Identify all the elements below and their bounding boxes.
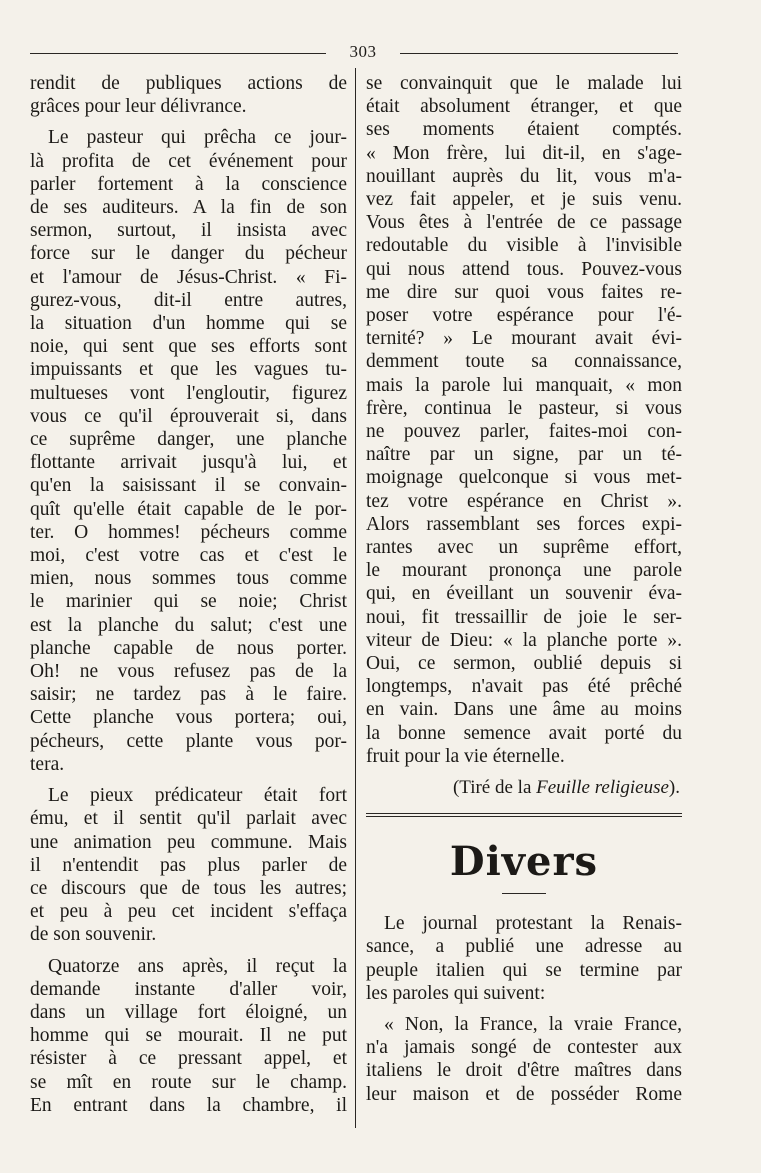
attribution <box>366 776 682 799</box>
text-line: italiens le droit d'être maîtres dans <box>366 1060 682 1082</box>
section-separator <box>366 813 682 817</box>
text-line: résister à ce pressant appel, et <box>30 1048 347 1070</box>
text-line: ému, et il sentit qu'il parlait avec <box>30 808 347 830</box>
text-line: demande instante d'aller voir, <box>30 978 347 1000</box>
text-line: tera. <box>30 753 65 775</box>
text-line: les paroles qui suivent: <box>366 982 546 1004</box>
text-line: Le journal protestant la Renais- <box>384 913 682 935</box>
text-line: nouillant auprès du lit, vous m'a- <box>366 165 682 187</box>
text-line: le mourant prononça une parole <box>366 560 682 582</box>
paragraph <box>30 72 347 118</box>
text-line: ne pouvez parler, faites-moi con- <box>366 421 682 443</box>
text-line: ses moments étaient comptés. <box>366 119 682 141</box>
paragraph <box>366 1013 682 1106</box>
text-line: qu'en la saisissant il se convain- <box>30 475 347 497</box>
text-line: sance, a publié une adresse au <box>366 936 682 958</box>
right-column <box>366 72 682 1114</box>
text-line: impuissants et que les vagues tu- <box>30 359 347 381</box>
text-line: Oui, ce sermon, oublié depuis si <box>366 653 682 675</box>
text-line: qui nous attend tous. Pouvez-vous <box>366 258 682 280</box>
text-line: tez votre espérance en Christ ». <box>366 490 682 512</box>
section-title: Divers <box>449 838 599 886</box>
text-line: ternité? » Le mourant avait évi- <box>366 328 682 350</box>
text-line: flottante arrivait jusqu'à lui, et <box>30 452 347 474</box>
text-line: en vain. Dans une âme au moins <box>366 699 682 721</box>
text-line: dans un village fort éloigné, un <box>30 1001 347 1023</box>
text-line: « Mon frère, lui dit-il, en s'age- <box>366 142 682 164</box>
header-rule-left <box>30 53 326 54</box>
text-line: le marinier qui se noie; Christ <box>30 591 347 613</box>
text-line: pécheurs, cette plante vous por- <box>30 730 347 752</box>
text-line: mais la parole lui manquait, « mon <box>366 374 682 396</box>
text-line: leur maison et de posséder Rome <box>366 1083 682 1105</box>
text-line: « Non, la France, la vraie France, <box>384 1013 682 1035</box>
text-line: En entrant dans la chambre, il <box>30 1094 347 1116</box>
text-line: moi, c'est votre cas et c'est le <box>30 545 347 567</box>
text-line: et l'amour de Jésus-Christ. « Fi- <box>30 266 347 288</box>
text-line: Quatorze ans après, il reçut la <box>48 955 347 977</box>
attribution-prefix: (Tiré de la <box>452 777 537 799</box>
page-number: 303 <box>349 42 377 61</box>
title-underline <box>502 893 546 894</box>
text-line: rendit de publiques actions de <box>30 73 347 94</box>
text-line: il n'entendit pas plus parler de <box>30 854 347 876</box>
text-line: gurez-vous, dit-il entre autres, <box>30 289 347 311</box>
text-line: demment toute sa connaissance, <box>366 351 682 373</box>
text-line: qui, en éveillant un souvenir éva- <box>366 583 682 605</box>
text-line: quît qu'elle était capable de le por- <box>30 498 347 520</box>
text-line: est la planche du salut; c'est une <box>30 614 347 636</box>
text-line: fruit pour la vie éternelle. <box>366 745 565 767</box>
text-line: parler fortement à la conscience <box>30 173 347 195</box>
text-line: ter. O hommes! pécheurs comme <box>30 521 347 543</box>
text-line: longtemps, n'avait pas été prêché <box>366 676 682 698</box>
text-line: grâces pour leur délivrance. <box>30 96 247 118</box>
text-line: la situation d'un homme qui se <box>30 313 347 335</box>
header-rule-right <box>400 53 678 54</box>
text-line: était absolument étranger, et que <box>366 96 682 118</box>
text-line: Le pasteur qui prêcha ce jour- <box>48 127 347 149</box>
text-line: ce suprême danger, une planche <box>30 429 347 451</box>
text-line: rantes avec un suprême effort, <box>366 537 682 559</box>
paragraph <box>30 126 347 776</box>
text-line: se mît en route sur le champ. <box>30 1071 347 1093</box>
text-line: viteur de Dieu: « la planche porte ». <box>366 629 682 651</box>
text-line: vez fait appeler, et je suis venu. <box>366 189 682 211</box>
text-line: Le pieux prédicateur était fort <box>48 785 347 807</box>
paragraph <box>366 72 682 768</box>
column-divider <box>355 68 356 1128</box>
paragraph <box>366 912 682 1005</box>
text-line: ce discours que de tous les autres; <box>30 877 347 899</box>
text-line: Vous êtes à l'entrée de ce passage <box>366 212 682 234</box>
attribution-source: Feuille religieuse <box>536 777 669 799</box>
text-line: Alors rassemblant ses forces expi- <box>366 513 682 535</box>
text-line: sermon, surtout, il insista avec <box>30 220 347 242</box>
text-line: homme qui se mourait. Il ne put <box>30 1025 347 1047</box>
text-line: une animation peu commune. Mais <box>30 831 347 853</box>
text-line: redoutable du visible à l'invisible <box>366 235 682 257</box>
text-line: n'a jamais songé de contester aux <box>366 1037 682 1059</box>
text-line: là profita de cet événement pour <box>30 150 347 172</box>
text-line: frère, continua le pasteur, si vous <box>366 397 682 419</box>
text-line: mien, nous sommes tous comme <box>30 568 347 590</box>
text-line: la bonne semence avait porté du <box>366 722 682 744</box>
paragraph <box>30 955 347 1117</box>
text-line: planche capable de nous porter. <box>30 637 347 659</box>
text-line: me dire sur quoi vous faites re- <box>366 281 682 303</box>
text-line: se convainquit que le malade lui <box>366 73 682 94</box>
text-line: force sur le danger du pécheur <box>30 243 347 265</box>
page-header <box>30 42 678 62</box>
text-line: Oh! ne vous refusez pas de la <box>30 661 347 683</box>
text-line: de ses auditeurs. A la fin de son <box>30 197 347 219</box>
text-line: multueses vont l'engloutir, figurez <box>30 382 347 404</box>
text-line: noui, fit tressaillir de joie le ser- <box>366 606 682 628</box>
text-line: saisir; ne tardez pas à le faire. <box>30 684 347 706</box>
text-line: noie, qui sent que ses efforts sont <box>30 336 347 358</box>
paragraph <box>30 784 347 946</box>
text-line: vous ce qu'il éprouverait si, dans <box>30 405 347 427</box>
attribution-suffix: ). <box>668 777 680 799</box>
text-line: poser votre espérance pour l'é- <box>366 305 682 327</box>
text-line: et peu à peu cet incident s'effaça <box>30 901 347 923</box>
text-line: moignage quelconque si vous met- <box>366 467 682 489</box>
text-line: de son souvenir. <box>30 924 157 946</box>
text-line: naître par un signe, par un té- <box>366 444 682 466</box>
text-line: Cette planche vous portera; oui, <box>30 707 347 729</box>
text-line: peuple italien qui se termine par <box>366 959 682 981</box>
left-column <box>30 72 347 1125</box>
